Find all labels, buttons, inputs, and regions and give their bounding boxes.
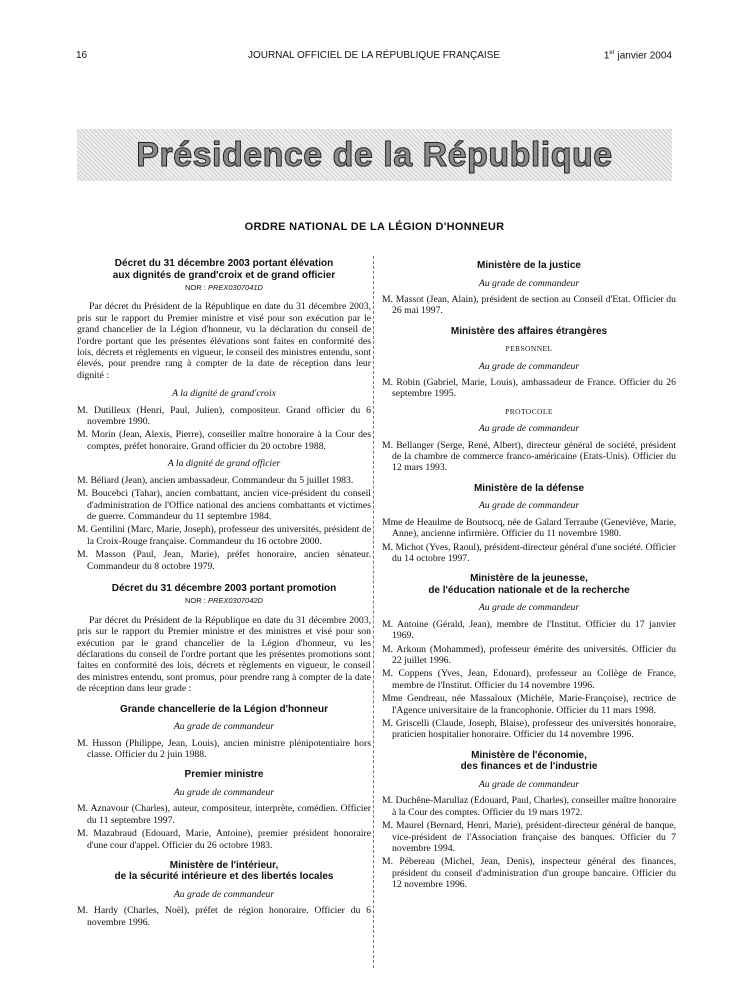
list-item: M. Bellanger (Serge, René, Albert), directeur général de société, président de la chambre de commerce franco-américaine (Etats-Unis). Officier du 12 mars 1993. <box>382 439 676 474</box>
ministry-heading: Ministère de l'intérieur, de la sécurité intérieure et des libertés locales <box>114 859 334 883</box>
list-item: M. Hardy (Charles, Noël), préfet de région honoraire. Officier du 6 novembre 1996. <box>77 905 371 928</box>
list-item: Mme de Heaulme de Boutsocq, née de Galard Terraube (Geneviève, Marie, Anne), ancienne infirmière. Officier du 11 novembre 1980. <box>382 516 676 540</box>
page-number: 16 <box>76 50 88 61</box>
ministry-heading: Ministère de la jeunesse, de l'éducation nationale et de la recherche <box>428 573 630 596</box>
issue-date: 1er janvier 2004 <box>603 50 672 62</box>
list-item: M. Gentilini (Marc, Marie, Joseph), professeur des universités, président de la Croix-Rouge française. Commandeur du 16 octobre 2000. <box>77 524 371 547</box>
list-item: M. Morin (Jean, Alexis, Pierre), conseiller maître honoraire à la Cour des comptes, préfet honoraire. Grand officier du 20 octobre 1988. <box>77 429 371 452</box>
list-item: Mme Gendreau, née Massaloux (Michèle, Marie-Françoise), rectrice de l'Agence universitaire de la francophonie. Officier du 11 mars 1998. <box>382 693 676 716</box>
grade-heading: Au grade de commandeur <box>173 888 275 900</box>
decree2-nor: NOR : PREX0307042D <box>185 596 263 606</box>
grade-heading: Au grade de commandeur <box>478 778 580 790</box>
section-banner <box>77 129 672 181</box>
list-item: M. Dutilleux (Henri, Paul, Julien), compositeur. Grand officier du 6 novembre 1990. <box>77 404 371 428</box>
list-item: M. Arkoun (Mohammed), professeur émérite des universités. Officier du 22 juillet 1996. <box>382 643 676 667</box>
list-item: M. Boucebci (Tahar), ancien combattant, ancien vice-président du conseil d'administration de l'Office national des anciens combattants et victimes de guerre. Commandeur du 11 septembre 1984. <box>77 488 371 522</box>
journal-title: JOURNAL OFFICIEL DE LA RÉPUBLIQUE FRANÇAISE <box>247 50 501 61</box>
decree1-nor: NOR : PREX0307041D <box>185 283 263 292</box>
subsection-heading: PROTOCOLE <box>505 406 553 416</box>
list-item: M. Duchêne-Marullaz (Edouard, Paul, Charles), conseiller maître honoraire à la Cour des comptes. Officier du 19 mars 1972. <box>382 795 676 818</box>
grade-heading: A la dignité de grand'croix <box>172 388 276 400</box>
ministry-heading: Ministère de la justice <box>477 260 581 271</box>
grade-heading: Au grade de commandeur <box>478 423 580 435</box>
list-item: M. Griscelli (Claude, Joseph, Blaise), professeur des universités honoraire, praticien hospitalier honoraire. Officier du 14 novembre 1996. <box>382 718 676 741</box>
grade-heading: Au grade de commandeur <box>478 500 580 512</box>
grade-heading: Au grade de commandeur <box>478 360 580 372</box>
decree1-title: Décret du 31 décembre 2003 portant élévation aux dignités de grand'croix et de grand officier <box>112 258 336 281</box>
grade-heading: Au grade de commandeur <box>478 277 580 289</box>
list-item: M. Robin (Gabriel, Marie, Louis), ambassadeur de France. Officier du 26 septembre 1995. <box>382 377 676 400</box>
left-column <box>77 258 371 930</box>
grade-heading: A la dignité de grand officier <box>167 458 281 470</box>
column-divider <box>373 256 375 968</box>
order-title: ORDRE NATIONAL DE LA LÉGION D'HONNEUR <box>244 221 505 233</box>
ministry-heading: Grande chancellerie de la Légion d'honneur <box>120 703 328 715</box>
list-item: M. Antoine (Gérald, Jean), membre de l'Institut. Officier du 17 janvier 1969. <box>382 618 676 642</box>
list-item: M. Michot (Yves, Raoul), président-directeur général d'une société. Officier du 14 octobre 1997. <box>382 541 676 564</box>
ministry-heading: Ministère des affaires étrangères <box>450 325 608 337</box>
decree2-intro: Par décret du Président de la République en date du 31 décembre 2003, pris sur le rapport du Premier ministre et des ministres et visé pour son exécution par le grand chancelier de la Légion d'honneur, vu les déclarations du conseil de l'ordre portant que les présentes promotions sont faites en conformité des lois, décrets et règlements en vigueur, le conseil des ministres entendu, sont promus, pour prendre rang à compter de la date de réception dans leur grade : <box>77 614 371 695</box>
list-item: M. Husson (Philippe, Jean, Louis), ancien ministre plénipotentiaire hors classe. Officier du 2 juin 1988. <box>77 737 371 760</box>
subsection-heading: PERSONNEL <box>505 344 553 354</box>
ministry-heading: Ministère de l'économie, des finances et de l'industrie <box>460 749 598 773</box>
list-item: M. Massot (Jean, Alain), président de section au Conseil d'Etat. Officier du 26 mai 1997. <box>382 293 676 317</box>
list-item: M. Pébereau (Michel, Jean, Denis), inspecteur général des finances, président du conseil d'administration d'un groupe bancaire. Officier du 12 novembre 1996. <box>382 856 676 891</box>
list-item: M. Mazabraud (Edouard, Marie, Antoine), premier président honoraire d'une cour d'appel. Officier du 26 octobre 1983. <box>77 828 371 851</box>
banner-title: Présidence de la République <box>136 136 613 174</box>
grade-heading: Au grade de commandeur <box>173 721 275 733</box>
list-item: M. Aznavour (Charles), auteur, compositeur, interprète, comédien. Officier du 11 septembre 1997. <box>77 803 371 826</box>
grade-heading: Au grade de commandeur <box>478 602 580 614</box>
grade-heading: Au grade de commandeur <box>173 786 275 798</box>
running-header <box>76 50 672 64</box>
decree1-intro: Par décret du Président de la République en date du 31 décembre 2003, pris sur le rapport du Premier ministre et visé pour son exécution par le grand chancelier de la Légion d'honneur, vu la déclaration du conseil de l'ordre portant que les présentes élévations sont faites en conformité des lois, décrets et règlements en vigueur, le conseil des ministres entendu, sont élevés, pour prendre rang à compter de la date de réception dans leur dignité : <box>77 301 371 381</box>
decree2-title: Décret du 31 décembre 2003 portant promotion <box>111 582 337 594</box>
list-item: M. Coppens (Yves, Jean, Edouard), professeur au Collège de France, membre de l'Institut. Officier du 14 novembre 1996. <box>382 668 676 691</box>
right-column <box>382 258 676 893</box>
ministry-heading: Premier ministre <box>184 769 264 781</box>
list-item: M. Maurel (Bernard, Henri, Marie), président-directeur général de banque, vice-président de l'Association française des banques. Officier du 7 novembre 1994. <box>382 820 676 854</box>
list-item: M. Masson (Paul, Jean, Marie), préfet honoraire, ancien sénateur. Commandeur du 8 octobre 1979. <box>77 549 371 572</box>
list-item: M. Béliard (Jean), ancien ambassadeur. Commandeur du 5 juillet 1983. <box>77 474 354 486</box>
ministry-heading: Ministère de la défense <box>473 482 585 494</box>
